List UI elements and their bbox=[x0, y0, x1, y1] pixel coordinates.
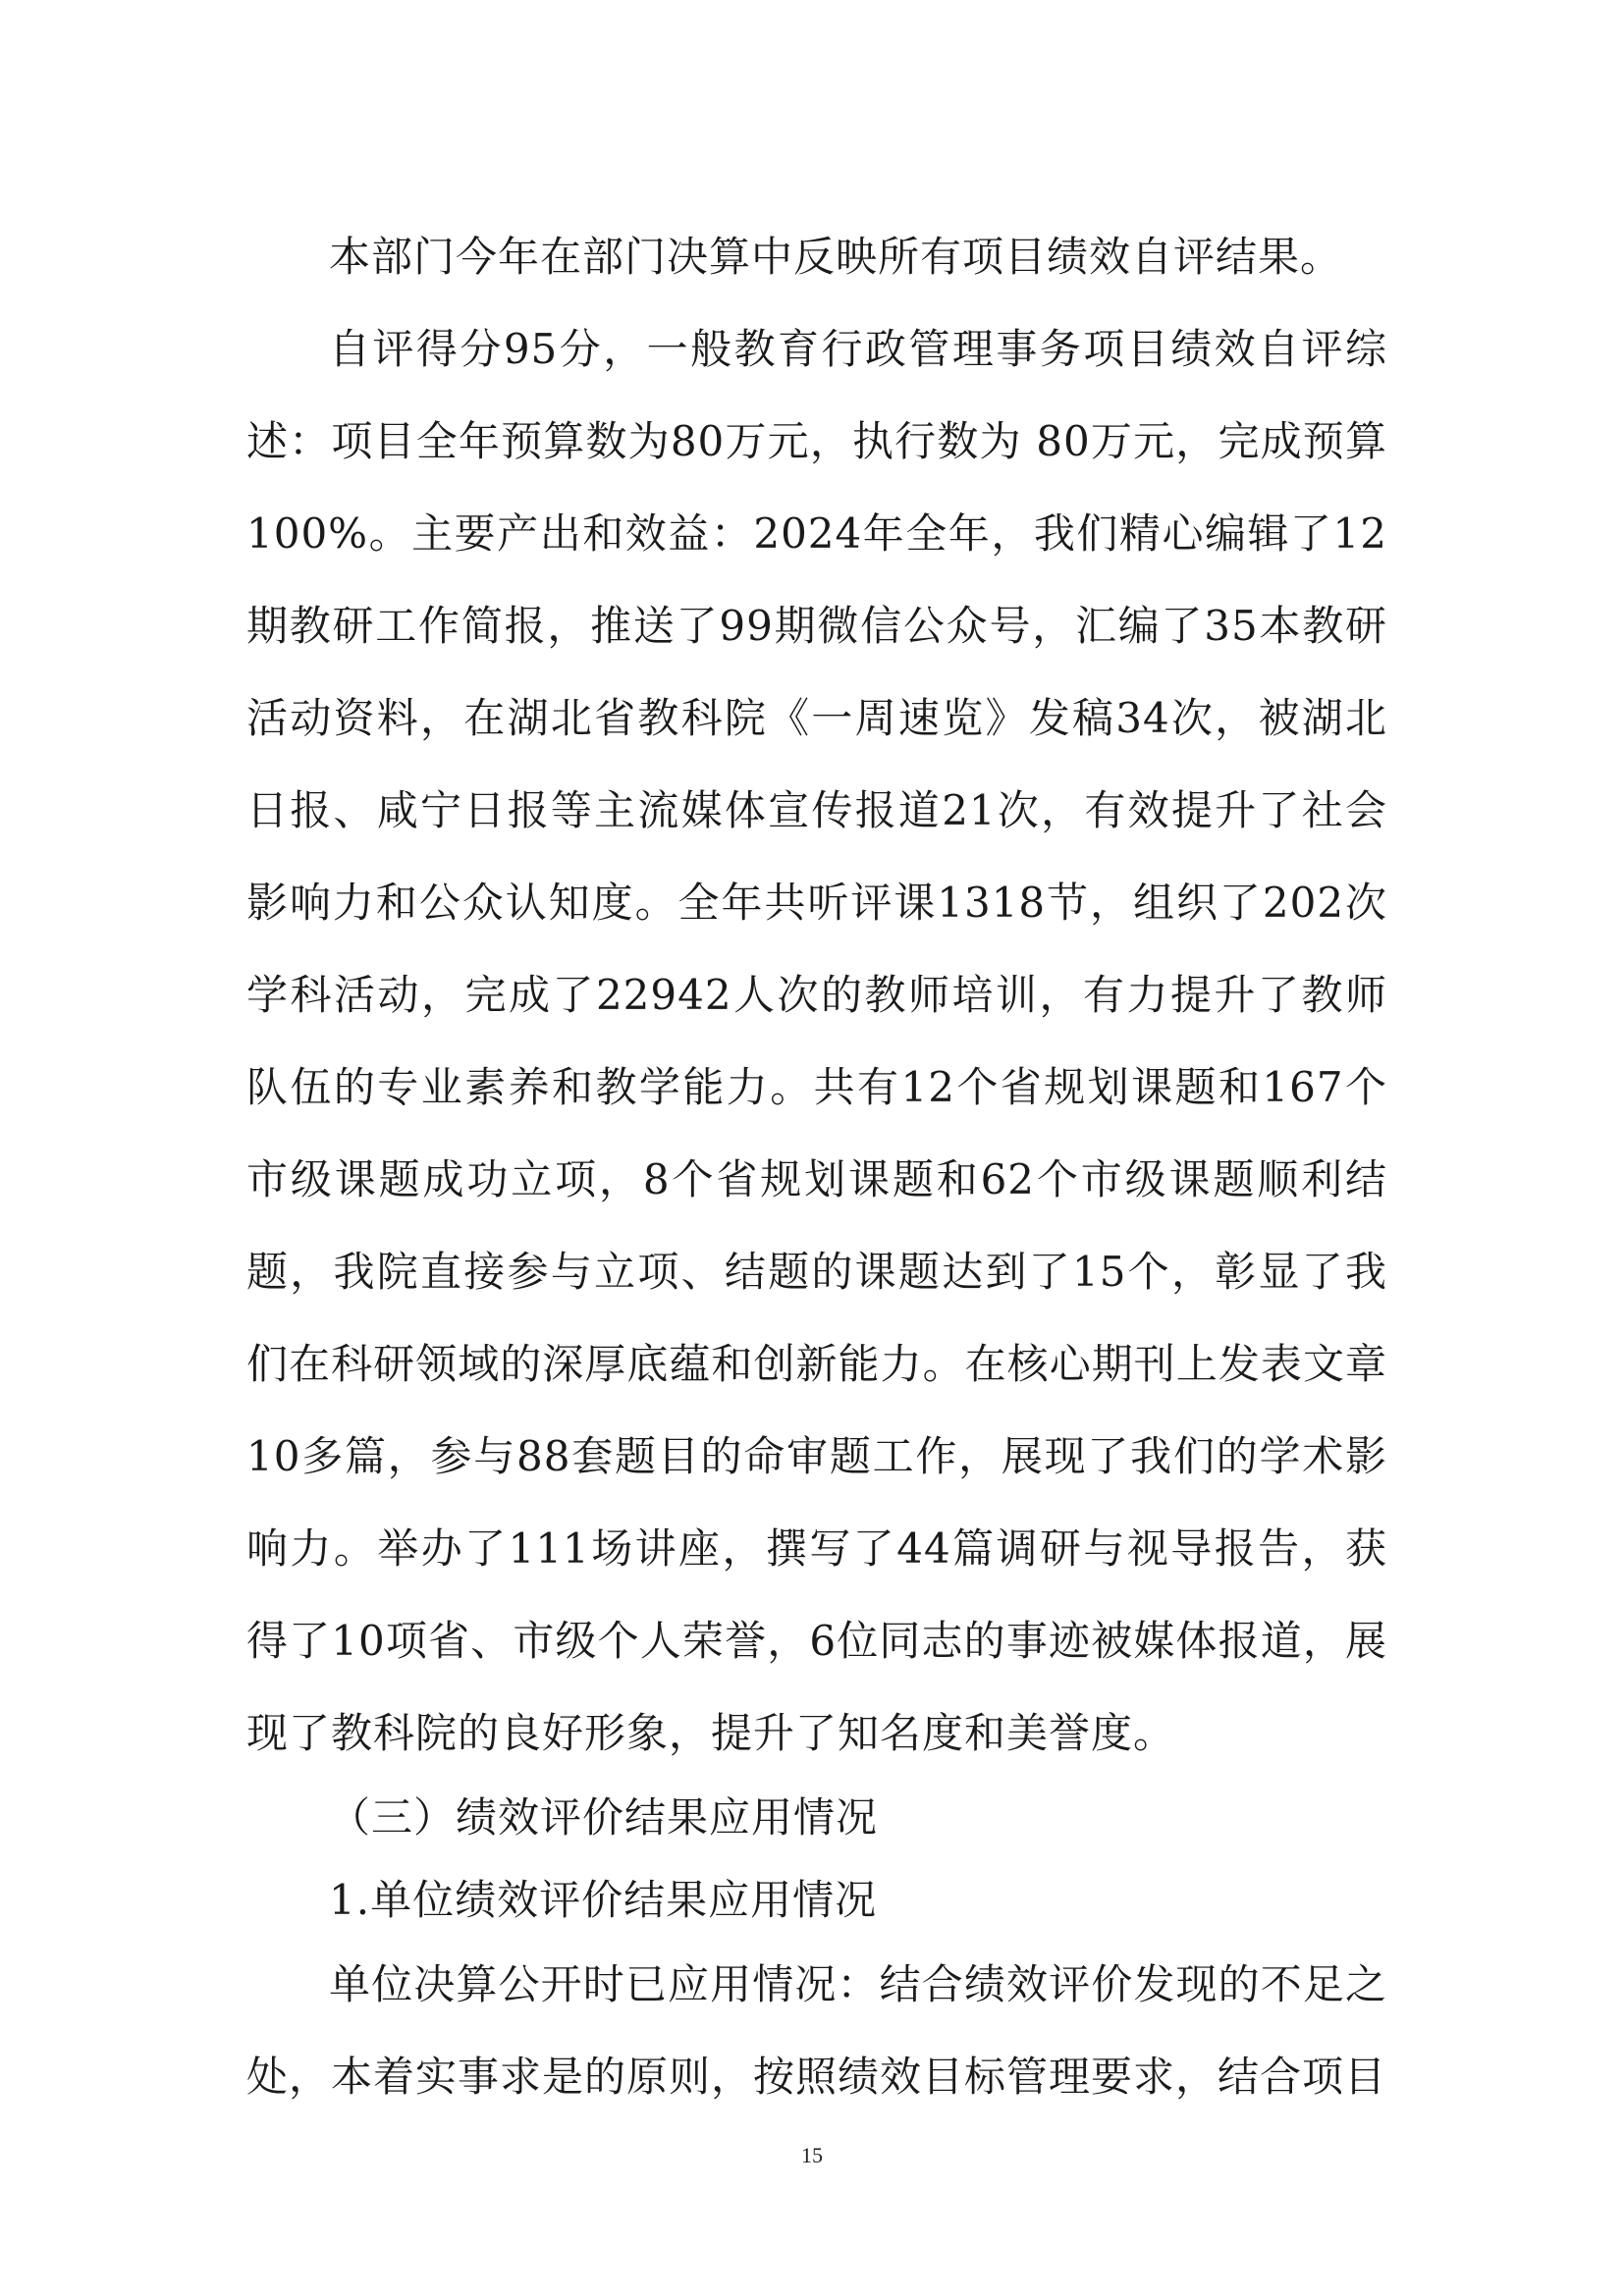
subsection-heading: 1.单位绩效评价结果应用情况 bbox=[329, 1876, 878, 1924]
section-heading: （三）绩效评价结果应用情况 bbox=[329, 1793, 879, 1842]
paragraph-summary: 本部门今年在部门决算中反映所有项目绩效自评结果。 bbox=[329, 233, 1343, 281]
paragraph-self-evaluation: 自评得分95分，一般教育行政管理事务项目绩效自评综述：项目全年预算数为80万元，执行数为 80万元，完成预算100%。主要产出和效益：2024年全年，我们精心编辑了12期教研工作简报，推送了99期微信公众号，汇编了35本教研活动资料，在湖北省教科院《一周速览》发稿34次，被湖北日报、咸宁日报等主流媒体宣传报道21次，有效提升了社会影响力和公众认知度。全年共听评课1318节，组织了202次学科活动，完成了22942人次的教师培训，有力提升了教师队伍的专业素养和教学能力。共有12个省规划课题和167个市级课题成功立项，8个省规划课题和62个市级课题顺利结题，我院直接参与立项、结题的课题达到了15个，彰显了我们在科研领域的深厚底蕴和创新能力。在核心期刊上发表文章10多篇，参与88套题目的命审题工作，展现了我们的学术影响力。举办了111场讲座，撰写了44篇调研与视导报告，获得了10项省、市级个人荣誉，6位同志的事迹被媒体报道，展现了教科院的良好形象，提升了知名度和美誉度。 bbox=[246, 325, 1387, 1757]
paragraph-application: 单位决算公开时已应用情况：结合绩效评价发现的不足之处，本着实事求是的原则，按照绩效目标管理要求，结合项目 bbox=[246, 1960, 1387, 2101]
page-number: 15 bbox=[801, 2143, 823, 2167]
document-body bbox=[246, 211, 1387, 2123]
